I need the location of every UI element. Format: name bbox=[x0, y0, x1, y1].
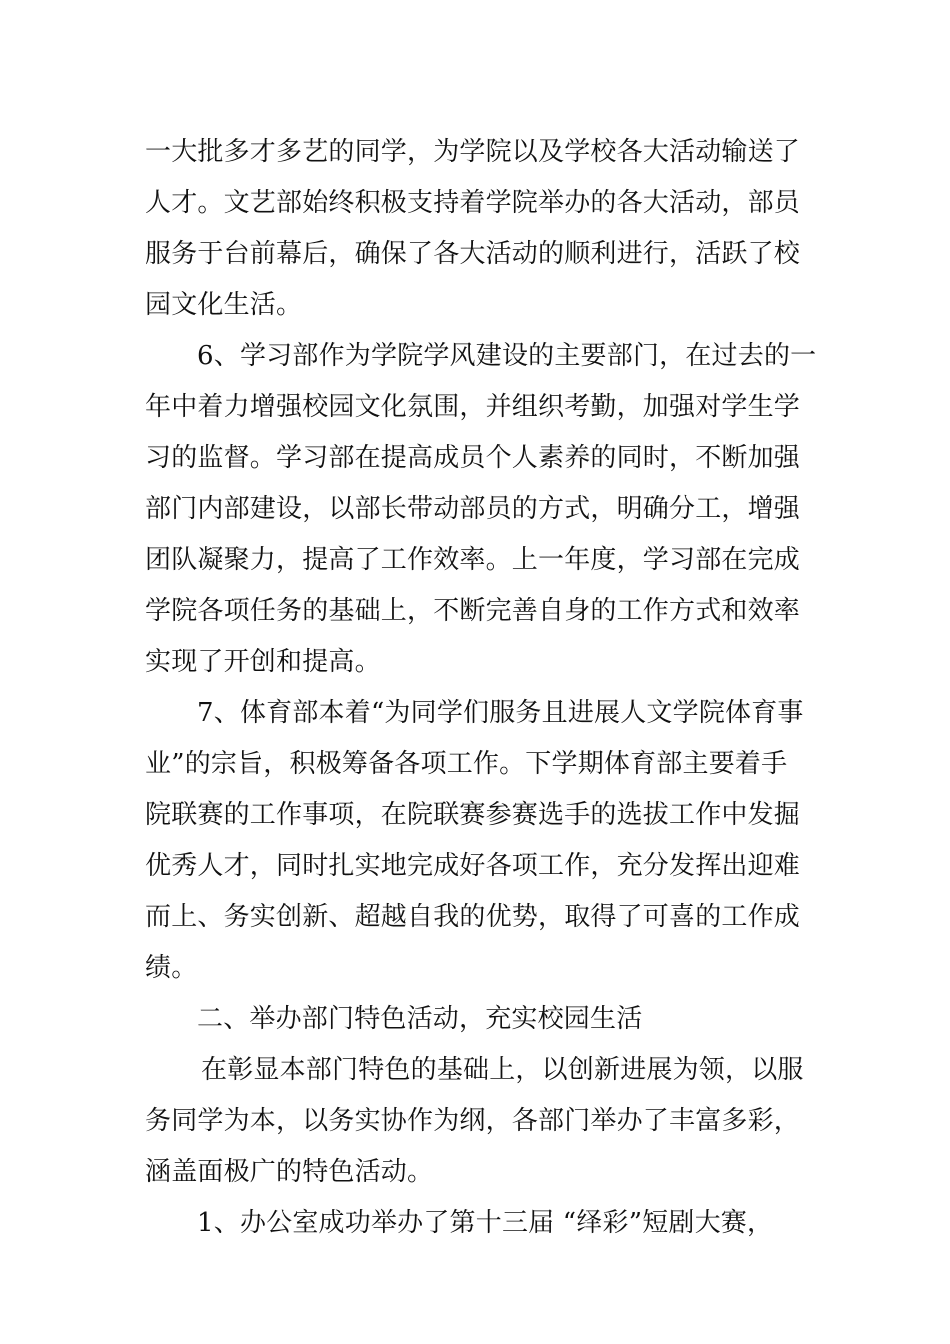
section-heading: 二、举办部门特色活动，充实校园生活 bbox=[197, 1004, 643, 1034]
text-line-16: 而上、务实创新、超越自我的优势，取得了可喜的工作成 bbox=[145, 902, 801, 932]
text-line-21: 涵盖面极广的特色活动。 bbox=[145, 1157, 434, 1187]
text-line-10: 学院各项任务的基础上，不断完善自身的工作方式和效率 bbox=[145, 596, 801, 626]
paragraph-7-start: 7、体育部本着“为同学们服务且进展人文学院体育事 bbox=[197, 698, 804, 728]
text-line-20: 务同学为本，以务实协作为纲，各部门举办了丰富多彩， bbox=[145, 1106, 801, 1136]
text-line-7: 习的监督。学习部在提高成员个人素养的同时，不断加强 bbox=[145, 443, 801, 473]
text-line-14: 院联赛的工作事项，在院联赛参赛选手的选拔工作中发掘 bbox=[145, 800, 801, 830]
text-line-9: 团队凝聚力，提高了工作效率。上一年度，学习部在完成 bbox=[145, 545, 801, 575]
section-paragraph-start: 在彰显本部门特色的基础上，以创新进展为领，以服 bbox=[201, 1055, 804, 1085]
document-body bbox=[145, 127, 817, 1249]
text-line-4: 园文化生活。 bbox=[145, 290, 303, 320]
paragraph-6-start: 6、学习部作为学院学风建设的主要部门，在过去的一 bbox=[197, 341, 817, 371]
text-line-11: 实现了开创和提高。 bbox=[145, 647, 381, 677]
text-line-15: 优秀人才，同时扎实地完成好各项工作，充分发挥出迎难 bbox=[145, 851, 801, 881]
text-line-13: 业”的宗旨，积极筹备各项工作。下学期体育部主要着手 bbox=[145, 749, 788, 779]
text-line-2: 人才。文艺部始终积极支持着学院举办的各大活动，部员 bbox=[145, 188, 801, 218]
text-line-17: 绩。 bbox=[145, 953, 198, 983]
text-line-8: 部门内部建设，以部长带动部员的方式，明确分工，增强 bbox=[145, 494, 801, 524]
paragraph-1-start: 1、办公室成功举办了第十三届 “绎彩”短剧大赛， bbox=[197, 1208, 774, 1238]
text-line-3: 服务于台前幕后，确保了各大活动的顺利进行，活跃了校 bbox=[145, 239, 801, 269]
text-line-1: 一大批多才多艺的同学，为学院以及学校各大活动输送了 bbox=[145, 137, 801, 167]
text-line-6: 年中着力增强校园文化氛围，并组织考勤，加强对学生学 bbox=[145, 392, 801, 422]
